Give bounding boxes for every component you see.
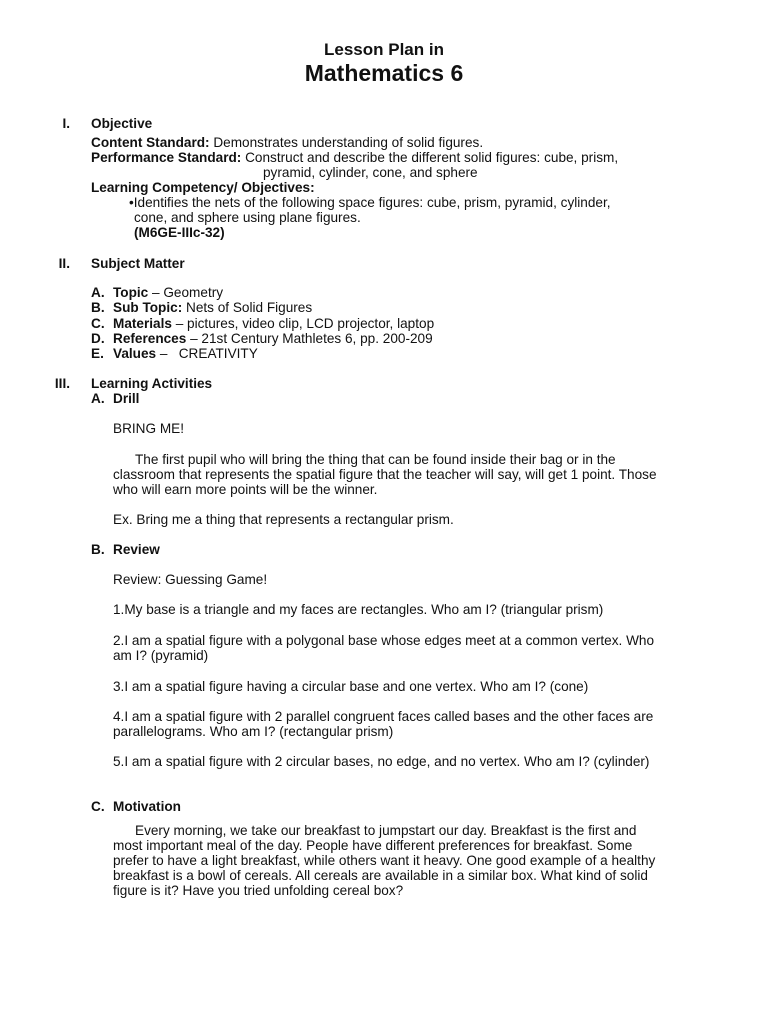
drill-letter: A. [91,391,105,406]
section-2-title: Subject Matter [91,256,185,271]
learning-competency-label: Learning Competency/ Objectives: [91,180,315,195]
performance-standard-text-2: pyramid, cylinder, cone, and sphere [263,165,478,180]
section-1-number: I. [62,116,70,131]
subject-item-letter: B. [91,300,105,315]
motivation-line-4: breakfast is a bowl of cereals. All cereals are available in a similar box. What kind of solid [113,868,648,883]
section-3-number: III. [54,376,70,391]
motivation-line-1: Every morning, we take our breakfast to jumpstart our day. Breakfast is the first and [135,823,637,838]
review-question-2-line-2: am I? (pyramid) [113,648,209,663]
motivation-heading [91,799,181,814]
performance-standard [91,150,618,165]
review-question-3: 3.I am a spatial figure having a circular base and one vertex. Who am I? (cone) [113,679,589,694]
subject-item-text: Nets of Solid Figures [182,300,313,315]
subject-item-label: Topic [113,285,149,300]
review-question-2-line-1: 2.I am a spatial figure with a polygonal base whose edges meet at a common vertex. Who [113,633,655,648]
review-question-5: 5.I am a spatial figure with 2 circular bases, no edge, and no vertex. Who am I? (cylinder) [113,754,650,769]
competency-text-2: cone, and sphere using plane figures. [134,210,361,225]
review-heading [91,542,160,557]
subject-item-subtopic [91,300,312,315]
review-intro: Review: Guessing Game! [113,572,268,587]
section-2-number: II. [58,256,70,271]
subject-item-label: Values [113,346,157,361]
subject-item-label: Sub Topic: [113,300,183,315]
content-standard-text: Demonstrates understanding of solid figures. [209,135,484,150]
subject-item-text: – 21st Century Mathletes 6, pp. 200-209 [186,331,433,346]
subject-item-letter: D. [91,331,105,346]
section-1-title: Objective [91,116,153,131]
review-question-1: 1.My base is a triangle and my faces are rectangles. Who am I? (triangular prism) [113,602,604,617]
motivation-letter: C. [91,799,105,814]
drill-game-name: BRING ME! [113,421,184,436]
subject-item-text: – CREATIVITY [156,346,258,361]
motivation-line-3: prefer to have a light breakfast, while others want it heavy. One good example of a healthy [113,853,656,868]
motivation-line-2: most important meal of the day. People have different preferences for breakfast. Some [113,838,633,853]
drill-paragraph-line-3: who will earn more points will be the winner. [113,482,378,497]
review-question-4-line-1: 4.I am a spatial figure with 2 parallel congruent faces called bases and the other faces are [113,709,654,724]
subject-item-label: Materials [113,316,172,331]
title-line-2: Mathematics 6 [304,60,464,86]
drill-heading [91,391,139,406]
bullet-icon: • [129,195,134,210]
competency-code: (M6GE-IIIc-32) [134,225,225,240]
content-standard [91,135,483,150]
performance-standard-label: Performance Standard: [91,150,242,165]
subject-item-materials [91,316,434,331]
drill-paragraph-line-2: classroom that represents the spatial figure that the teacher will say, will get 1 point. Those [113,467,657,482]
subject-item-letter: A. [91,285,105,300]
review-title: Review [113,542,160,557]
subject-item-text: – pictures, video clip, LCD projector, laptop [171,316,435,331]
section-3-title: Learning Activities [91,376,213,391]
content-standard-label: Content Standard: [91,135,210,150]
review-letter: B. [91,542,105,557]
subject-item-letter: C. [91,316,105,331]
drill-title: Drill [113,391,140,406]
competency-text-1: Identifies the nets of the following space figures: cube, prism, pyramid, cylinder, [133,195,611,210]
performance-standard-text-1: Construct and describe the different solid figures: cube, prism, [241,150,619,165]
title-line-1: Lesson Plan in [324,40,444,59]
competency-item [129,195,611,210]
review-question-4-line-2: parallelograms. Who am I? (rectangular prism) [113,724,394,739]
drill-paragraph-line-1: The first pupil who will bring the thing that can be found inside their bag or in the [135,452,616,467]
subject-item-topic [91,285,223,300]
subject-item-letter: E. [91,346,104,361]
motivation-line-5: figure is it? Have you tried unfolding cereal box? [113,883,404,898]
motivation-title: Motivation [113,799,181,814]
subject-item-label: References [113,331,187,346]
subject-item-values [91,346,258,361]
drill-example: Ex. Bring me a thing that represents a rectangular prism. [113,512,454,527]
subject-item-references [91,331,433,346]
subject-item-text: – Geometry [148,285,224,300]
